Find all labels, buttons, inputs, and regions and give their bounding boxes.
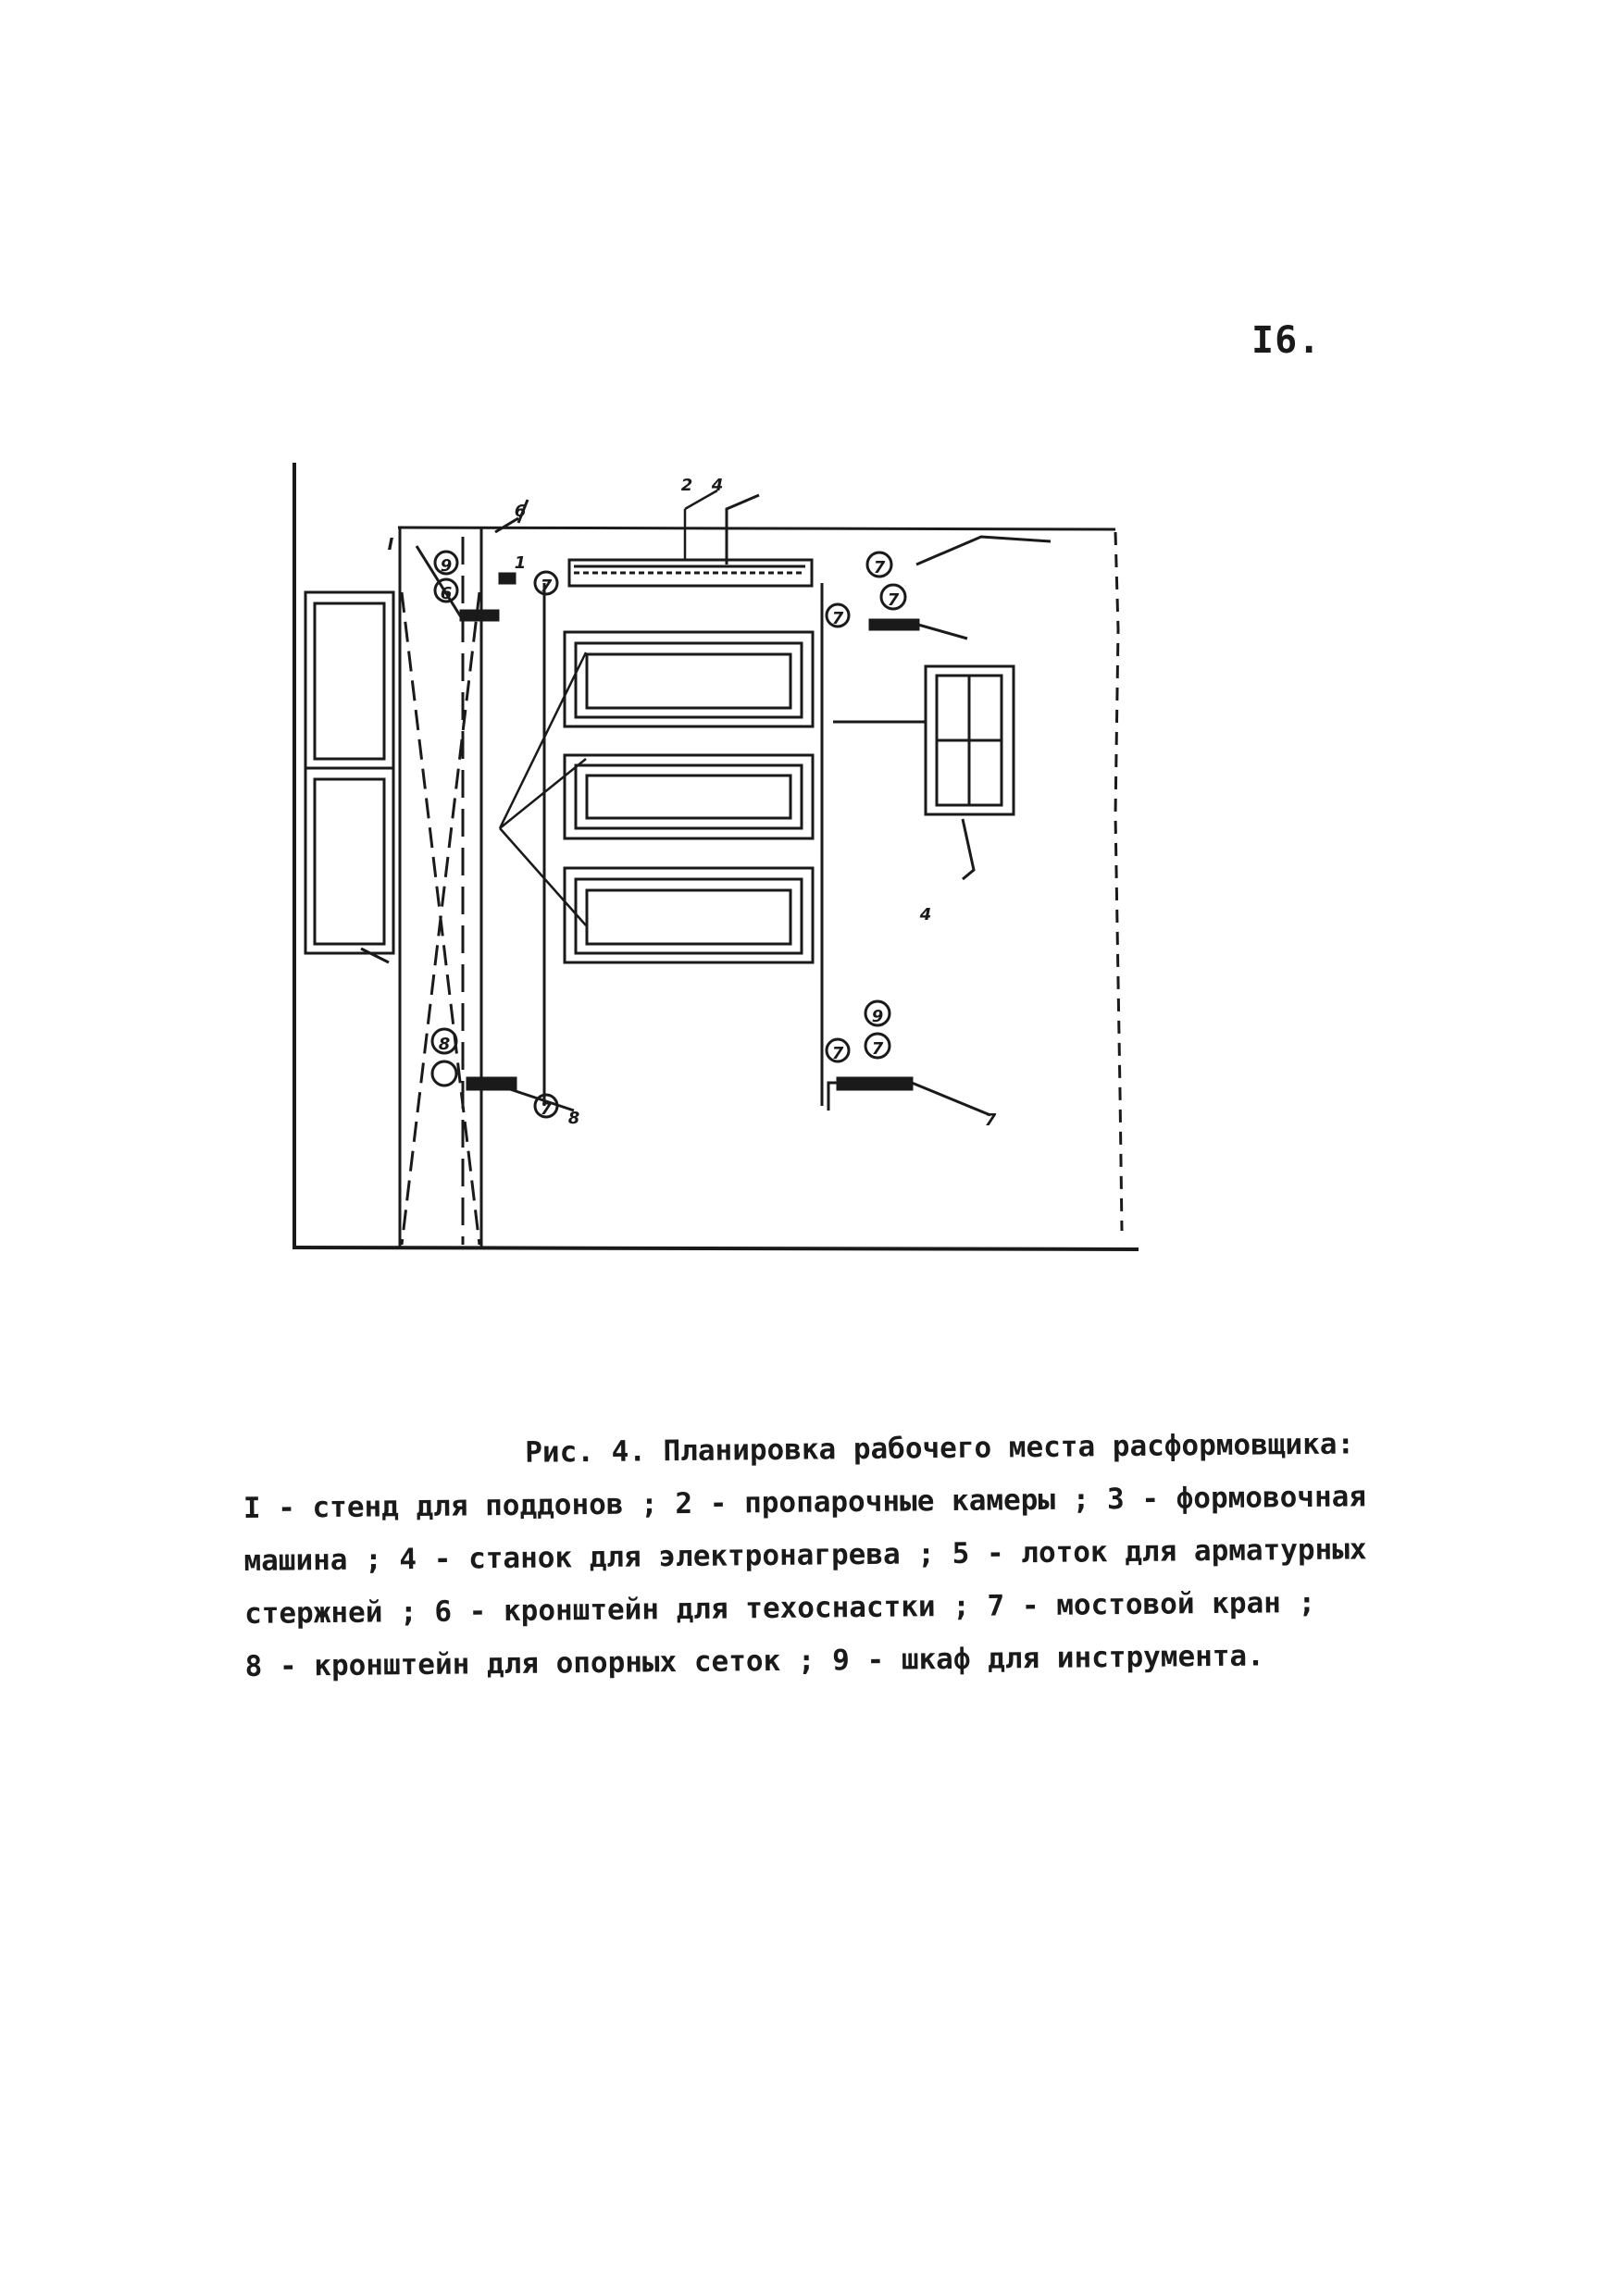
callout-label: 6	[514, 502, 527, 521]
caption-line: стержней ; 6 - кронштейн для техоснастки ; 7 - мостовой кран ;	[243, 1585, 1316, 1631]
callout-label: 9	[871, 1007, 884, 1026]
callout-label: 1	[514, 553, 527, 573]
caption-title: Рис. 4. Планировка рабочего места расформовщика:	[525, 1427, 1355, 1470]
callout-label: 7	[540, 1099, 553, 1119]
callout-label: 7	[831, 609, 844, 628]
page-number: I6.	[1251, 319, 1322, 362]
callout-label: 7	[540, 577, 553, 596]
caption-line: 8 - кронштейн для опорных сеток ; 9 - шкаф для инструмента.	[244, 1639, 1264, 1683]
steaming-chamber-1	[565, 632, 813, 726]
callout-label: 6	[440, 584, 453, 603]
callout-label: 9	[440, 556, 453, 576]
right-wall-dashed	[1115, 532, 1122, 1231]
steaming-chamber-2	[565, 755, 813, 838]
callout-label: 7	[984, 1111, 997, 1130]
callout-label: 2	[680, 476, 693, 495]
layout-drawing	[278, 444, 1166, 1259]
electric-heating-machine	[569, 490, 812, 586]
forming-machine	[926, 666, 1014, 879]
callout-label: 4	[711, 476, 724, 495]
callout-label: 7	[887, 590, 900, 610]
caption-line: машина ; 4 - станок для электронагрева ; 5 - лоток для арматурных	[243, 1533, 1367, 1578]
top-wall-line	[398, 527, 1115, 529]
caption-line: I - стенд для поддонов ; 2 - пропарочные камеры ; 3 - формовочная	[243, 1480, 1367, 1525]
callout-label: 8	[438, 1035, 451, 1054]
callout-label: 7	[873, 558, 886, 577]
callout-label: 7	[831, 1044, 844, 1063]
callout-label: 4	[919, 905, 932, 925]
steaming-chamber-3	[565, 868, 813, 962]
callout-label: 8	[567, 1109, 580, 1128]
figure-caption	[243, 1418, 1412, 1694]
workplace-layout-figure	[278, 444, 1166, 1262]
pallet-stand	[305, 592, 393, 962]
bottom-boundary-line	[294, 1247, 1139, 1249]
callout-label: 7	[871, 1039, 884, 1059]
callout-label: I	[387, 535, 394, 554]
